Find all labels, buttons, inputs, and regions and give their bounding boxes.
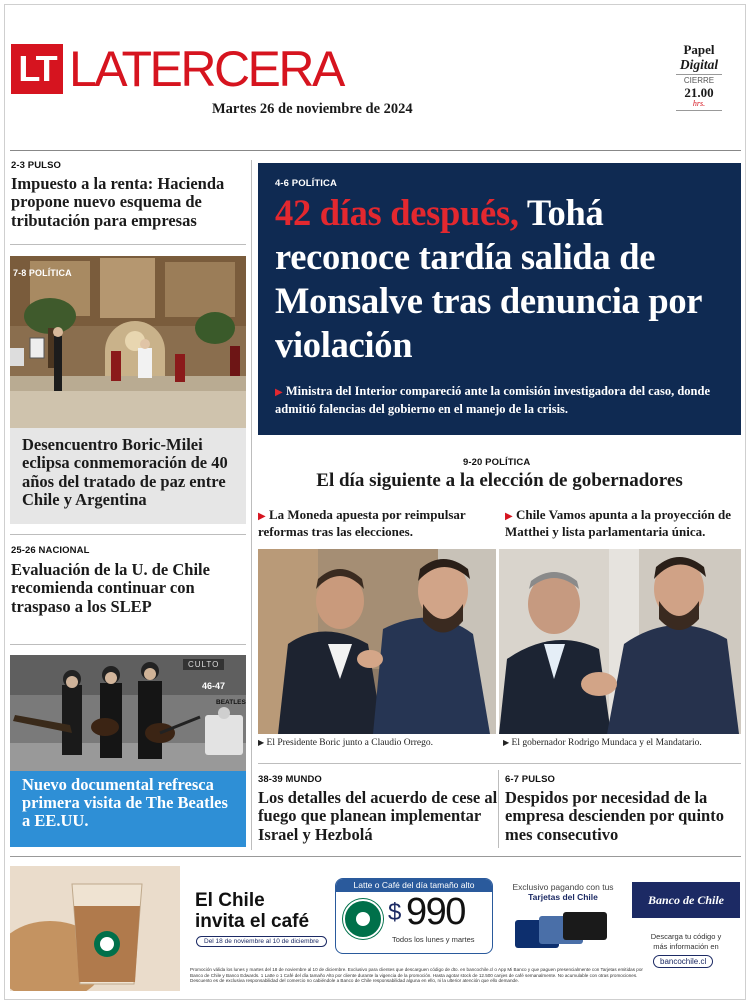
elections-sub-right[interactable]: [505, 507, 743, 539]
sub-left-text: La Moneda apuesta por reimpulsar reformas tras las elecciones.: [258, 507, 466, 539]
photo-caption-left: [258, 738, 496, 748]
lead-deck: [275, 383, 723, 417]
vatican-hall-image: [10, 256, 246, 428]
story-headline-layoffs[interactable]: Despidos por necesidad de la empresa descienden por quinto mes consecutivo: [505, 788, 724, 844]
coffee-photo: [10, 866, 180, 991]
sub-right-text: Chile Vamos apunta a la proyección de Matthei y lista parlamentaria única.: [505, 507, 731, 539]
caption-right-text: El gobernador Rodrigo Mundaca y el Mandatario.: [511, 738, 702, 748]
column-divider: [251, 160, 252, 850]
cierre-bottom-rule: [676, 110, 722, 111]
story-headline-slep[interactable]: Evaluación de la U. de Chile recomienda continuar con traspaso a los SLEP: [11, 560, 210, 616]
download-line1: Descarga tu código y: [650, 932, 722, 941]
beatles-image: [10, 655, 246, 771]
ad-legal-text: Promoción válida los lunes y martes del 18 de noviembre al 10 de diciembre. Exclusivo para clientes que descarguen código de dto. en bancochile.cl o App Mi Banco y que paguen presencialmente con Tarjetas emitidas por Banco de Chile y Banco Edwards. 1 Latte o 1 Café del día tamaño Alto por cliente durante la vigencia de la promoción. Hasta agotar stock de 12.500 canjes de café semanalmente. No acumulable con otras promociones. Descuento es de exclusiva responsabilidad del comercio no cabiéndole a Banco de Chile responsabilidad alguna en ello, ni la ulterior atención que ello demande.: [190, 967, 643, 984]
digital-label: Digital: [679, 57, 719, 72]
masthead-rule: [10, 150, 741, 151]
culto-label: CULTO: [183, 659, 224, 670]
download-line2: más información en: [653, 942, 719, 951]
mundaca-boric-image: [499, 549, 741, 734]
lead-story-box[interactable]: [258, 163, 741, 435]
exclusive-line2: Tarjetas del Chile: [528, 892, 598, 902]
column-divider: [498, 770, 499, 848]
section-label: 38-39 MUNDO: [258, 774, 322, 785]
bank-url-link[interactable]: bancochile.cl: [653, 955, 713, 968]
offer-title: Latte o Café del día tamaño alto: [336, 879, 492, 892]
story-headline-boric-milei[interactable]: Desencuentro Boric-Milei eclipsa conmemoración de 40 años del tratado de paz entre Chile y Argentina: [22, 435, 228, 510]
lead-headline-text: Tohá reconoce tardía salida de Monsalve tras denuncia por violación: [275, 192, 702, 365]
divider: [258, 763, 741, 764]
vatican-photo[interactable]: [10, 256, 246, 428]
story-headline-ceasefire[interactable]: Los detalles del acuerdo de cese al fuego que planean implementar Israel y Hezbolá: [258, 788, 498, 844]
lead-deck-text: Ministra del Interior compareció ante la comisión investigadora del caso, donde admitió falencias del gobierno en el manejo de la crisis.: [275, 384, 710, 416]
boric-orrego-photo[interactable]: [258, 549, 496, 734]
story-headline-tax[interactable]: Impuesto a la renta: Hacienda propone nuevo esquema de tributación para empresas: [11, 174, 225, 230]
credit-cards-icon: [515, 912, 611, 952]
bank-logo[interactable]: Banco de Chile: [632, 882, 740, 918]
exclusive-text: [508, 882, 618, 902]
logo-mark: LT: [11, 44, 63, 94]
download-text: [632, 932, 740, 952]
edition-date: Martes 26 de noviembre de 2024: [212, 101, 413, 117]
mundaca-boric-photo[interactable]: [499, 549, 741, 734]
bullet-triangle-icon: ▶: [505, 511, 513, 522]
story-headline-beatles[interactable]: Nuevo documental refresca primera visita de The Beatles a EE.UU.: [10, 771, 246, 847]
price-box[interactable]: [335, 878, 493, 954]
exclusive-line1: Exclusivo pagando con tus: [512, 882, 614, 892]
cierre-label: CIERRE: [683, 76, 715, 85]
caption-left-text: El Presidente Boric junto a Claudio Orrego.: [266, 738, 434, 748]
section-label: 6-7 PULSO: [505, 774, 555, 785]
coffee-cup-image: [10, 866, 180, 991]
divider: [10, 244, 246, 245]
ad-period: Del 18 de noviembre al 10 de diciembre: [196, 936, 327, 947]
papel-label: Papel: [683, 42, 715, 57]
ad-title-line1: El Chile: [195, 890, 265, 911]
bullet-triangle-icon: ▶: [275, 387, 283, 398]
starbucks-logo-icon: [343, 899, 383, 939]
lead-headline-highlight: 42 días después,: [275, 192, 519, 233]
beatles-photo[interactable]: [10, 655, 246, 771]
ad-top-rule: [10, 856, 741, 857]
elections-sub-left[interactable]: [258, 507, 493, 539]
logo-text: LATERCERA: [69, 41, 343, 97]
cierre-divider: [676, 74, 722, 75]
lead-section-label: 4-6 POLÍTICA: [275, 178, 337, 189]
cierre-time: 21.00: [684, 85, 714, 100]
divider: [10, 644, 246, 645]
bullet-triangle-icon: ▶: [258, 511, 266, 522]
logo[interactable]: [11, 41, 431, 97]
ad-title-line2: invita el café: [195, 911, 310, 932]
divider: [10, 534, 246, 535]
photo-section-label: 7-8 POLÍTICA: [13, 268, 72, 278]
price-value: 990: [406, 891, 465, 933]
caption-triangle-icon: ▶: [503, 738, 510, 747]
starbucks-ad[interactable]: [10, 866, 741, 992]
section-label: 2-3 PULSO: [11, 160, 61, 171]
boric-orrego-image: [258, 549, 496, 734]
boric-milei-card[interactable]: [10, 256, 246, 524]
offer-days: Todos los lunes y martes: [392, 935, 475, 944]
section-label: 25-26 NACIONAL: [11, 545, 90, 556]
beatles-card[interactable]: [10, 655, 246, 847]
cierre-unit: hrs.: [692, 99, 706, 108]
elections-headline[interactable]: El día siguiente a la elección de gobernadores: [316, 470, 683, 491]
papel-digital-box[interactable]: [674, 43, 724, 115]
elections-section-label: 9-20 POLÍTICA: [463, 457, 531, 468]
caption-triangle-icon: ▶: [258, 738, 265, 747]
currency-symbol: $: [388, 899, 402, 926]
ad-title: [195, 890, 309, 932]
photo-caption-right: [503, 738, 741, 748]
culto-pages: 46-47: [202, 681, 226, 691]
drum-logo: BEATLES: [216, 699, 246, 706]
lead-headline[interactable]: [275, 191, 737, 367]
